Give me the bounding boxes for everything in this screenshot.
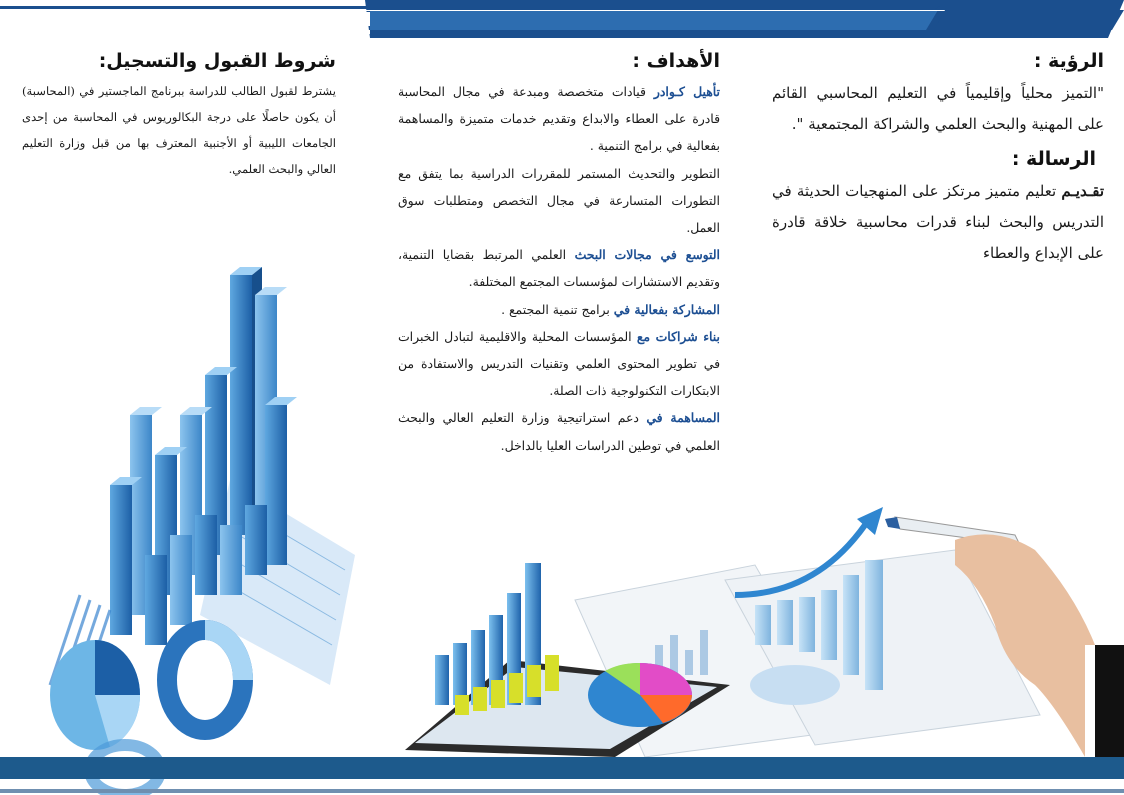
goal-item xyxy=(398,323,720,405)
goal-text: المؤسسات المحلية والاقليمية لتبادل الخبرات في تطوير المحتوى العلمي وتقنيات التدريس والاستفادة من الابتكارات التكنولوجية ذات الصلة. xyxy=(398,328,720,399)
mission-lead: تقـديـم xyxy=(1061,182,1104,200)
goal-lead: بناء شراكات مع xyxy=(636,328,720,344)
admission-text: يشترط لقبول الطالب للدراسة ببرنامج الماجستير في (المحاسبة) أن يكون حاصلًا على درجة البكالوريوس في المحاسبة من إحدى الجامعات الليبية أو الأجنبية المعترف بها من قبل وزارة التعليم العالي والبحث العلمي. xyxy=(22,84,336,176)
footer-bar xyxy=(0,757,1124,779)
goal-text: قيادات متخصصة ومبدعة في مجال المحاسبة قادرة على العطاء والابداع وتقديم خدمات متميزة والمساهمة بفعالية في برامج التنمية . xyxy=(398,84,720,154)
goal-text: العلمي المرتبط بقضايا التنمية، وتقديم الاستشارات لمؤسسات المجتمع المختلفة. xyxy=(398,247,720,290)
goals-title: الأهداف : xyxy=(632,50,720,72)
goal-item xyxy=(398,241,720,295)
3d-bar-chart-icon xyxy=(40,265,370,795)
goal-lead: تأهيل كـوادر xyxy=(653,84,720,99)
goal-lead: المشاركة بفعالية في xyxy=(613,301,720,317)
vision-title: الرؤية : xyxy=(1033,50,1104,72)
mission-body: تعليم متميز مرتكز على المنهجيات الحديثة في التدريس والبحث لبناء قدرات محاسبية خلاقة قادرة على الإبداع والعطاء xyxy=(772,182,1104,262)
goal-item xyxy=(398,404,720,458)
top-decorative-stripes xyxy=(0,0,1124,40)
goal-text: دعم استراتيجية وزارة التعليم العالي والبحث العلمي في توطين الدراسات العليا بالداخل. xyxy=(398,410,720,453)
goal-item xyxy=(398,78,720,160)
goal-item xyxy=(398,160,720,242)
admission-title: شروط القبول والتسجيل: xyxy=(98,50,336,72)
goal-lead: التوسع في مجالات البحث xyxy=(574,247,720,263)
vision-mission-column xyxy=(772,44,1104,269)
mission-text xyxy=(772,176,1104,269)
goal-text: التطوير والتحديث المستمر للمقررات الدراسية بما يتفق مع التطورات المتسارعة في مجال التخصص ومتطلبات سوق العمل. xyxy=(398,165,720,236)
goals-column xyxy=(398,44,720,459)
goal-item xyxy=(398,296,720,323)
footer-line xyxy=(0,789,1124,793)
tablet-chart-hand-icon xyxy=(395,505,1124,757)
goal-text: برامج تنمية المجتمع . xyxy=(501,301,614,317)
goal-lead: المساهمة في xyxy=(646,410,720,426)
mission-title: الرسالة : xyxy=(1011,148,1096,170)
vision-text: "التميز محلياً وإقليمياً في التعليم المحاسبي القائم على المهنية والبحث العلمي والشراكة المجتمعية ". xyxy=(772,84,1104,133)
admission-column xyxy=(22,44,336,182)
